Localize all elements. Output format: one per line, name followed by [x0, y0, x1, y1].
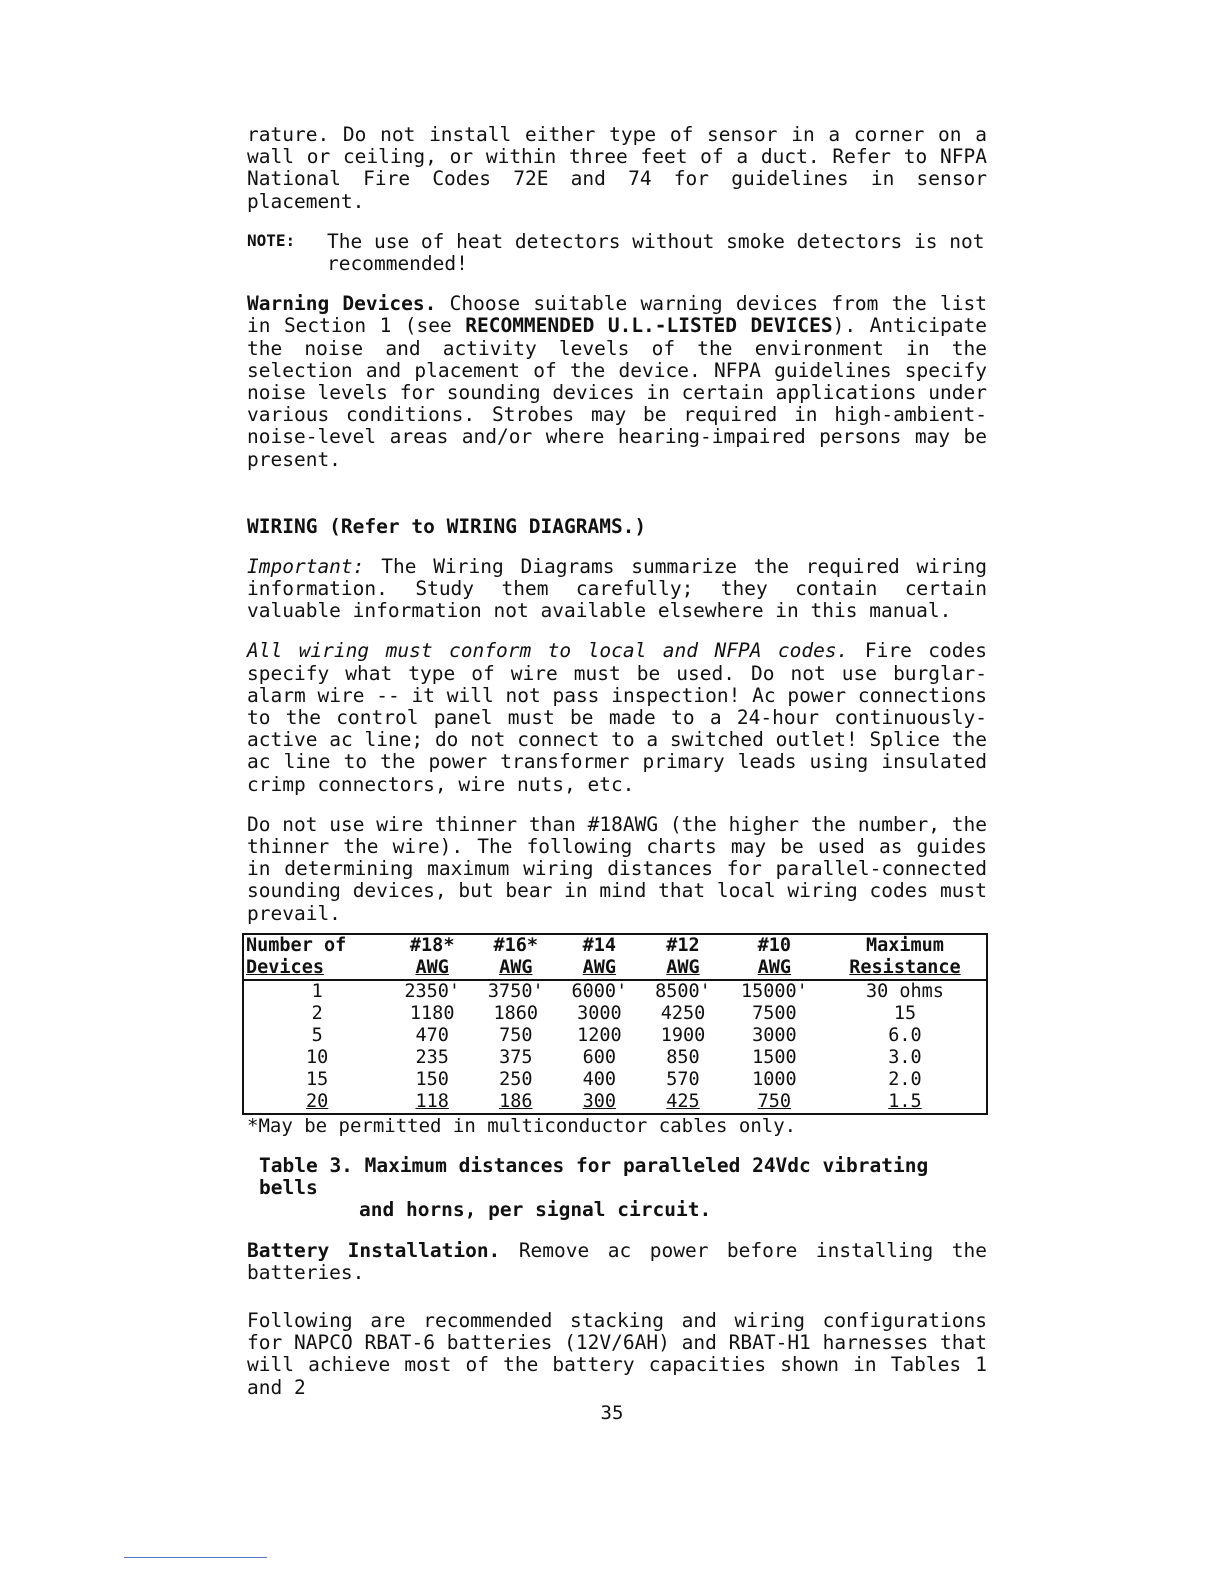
table-cell: 150	[415, 1068, 449, 1090]
table-cell: 15000'	[740, 980, 808, 1002]
table-cell: 470	[415, 1024, 449, 1046]
battery-heading: Battery Installation.	[247, 1238, 501, 1262]
header-devices: Devices	[243, 957, 390, 980]
important-label: Important:	[247, 554, 365, 578]
table-cell: 10	[306, 1046, 329, 1068]
table-row	[243, 1091, 987, 1114]
note-text: The use of heat detectors without smoke detectors is not recommended!	[327, 229, 985, 276]
table-cell: 400	[582, 1068, 617, 1090]
important-text: The Wiring Diagrams summarize the required wiring information. Study them carefully; they contain certain valuable information not available elsewhere in this manual.	[247, 554, 987, 623]
table-header-row-2	[243, 957, 987, 980]
table-cell: 850	[666, 1046, 700, 1068]
table-cell: 6.0	[888, 1024, 922, 1046]
header-maximum: Maximum	[865, 934, 944, 956]
table-cell: 186	[499, 1090, 533, 1112]
header-12: #12	[666, 934, 700, 956]
table-cell: 118	[415, 1090, 449, 1112]
battery-config-paragraph: Following are recommended stacking and wiring configurations for NAPCO RBAT-6 batteries (12V/6AH) and RBAT-H1 harnesses that will achieve most of the battery capacities shown in Tables 1 and 2	[247, 1308, 987, 1399]
sensor-placement-paragraph: rature. Do not install either type of sensor in a corner on a wall or ceiling, or within three feet of a duct. Refer to NFPA National Fire Codes 72E and 74 for guidelines in sensor placement.	[247, 123, 987, 213]
table-cell: 1000	[752, 1068, 797, 1090]
warning-devices-heading: Warning Devices.	[247, 292, 437, 316]
table-row	[243, 1047, 987, 1069]
header-16: #16*	[493, 934, 539, 956]
table-caption-line-1: Table 3. Maximum distances for paralleled 24Vdc vibrating bells	[259, 1153, 929, 1200]
warning-devices-paragraph	[247, 293, 987, 471]
note-label: NOTE:	[247, 230, 296, 250]
battery-text: Remove ac power before installing the batteries.	[247, 1238, 987, 1284]
header-number-of: Number of	[246, 934, 347, 956]
table-row	[243, 980, 987, 1003]
page-number: 35	[600, 1402, 624, 1424]
table-cell: 300	[582, 1090, 617, 1112]
codes-label: All wiring must conform to local and NFPA codes.	[247, 639, 849, 663]
table-cell: 20	[306, 1090, 329, 1112]
table-cell: 2	[311, 1002, 323, 1024]
table-cell: 375	[499, 1046, 533, 1068]
table-cell: 15	[306, 1068, 329, 1090]
table-cell: 3750'	[487, 980, 544, 1002]
table-cell: 15	[893, 1002, 917, 1024]
table-cell: 250	[499, 1068, 533, 1090]
header-14: #14	[582, 934, 617, 956]
table-cell: 5	[311, 1024, 323, 1046]
header-awg-18: AWG	[390, 957, 474, 980]
header-awg-14: AWG	[558, 957, 642, 980]
table-cell: 1860	[493, 1002, 539, 1024]
table-cell: 1900	[660, 1024, 706, 1046]
table-cell: 30 ohms	[865, 980, 944, 1002]
table-cell: 7500	[752, 1002, 797, 1024]
table-cell: 570	[666, 1068, 700, 1090]
table-cell: 235	[415, 1046, 449, 1068]
table-header-row-1	[243, 934, 987, 957]
table-cell: 2.0	[888, 1068, 922, 1090]
header-awg-16: AWG	[474, 957, 558, 980]
important-paragraph	[247, 556, 987, 623]
table-cell: 4250	[660, 1002, 706, 1024]
table-cell: 8500'	[655, 980, 711, 1002]
wire-gauge-paragraph: Do not use wire thinner than #18AWG (the higher the number, the thinner the wire). The following charts may be used as guides in determining maximum wiring distances for parallel-connected sounding devices, but bear in mind that local wiring codes must prevail.	[247, 812, 987, 925]
header-18: #18*	[409, 934, 455, 956]
table-cell: 1.5	[888, 1090, 922, 1112]
table-cell: 3000	[577, 1002, 622, 1024]
battery-paragraph	[247, 1240, 987, 1284]
table-cell: 2350'	[404, 980, 461, 1002]
table-cell: 3.0	[888, 1046, 922, 1068]
warning-devices-text-b: ). Anticipate the noise and activity levels of the environment in the selection and placement of the device. NFPA guidelines specify noise levels for sounding devices in certain applications under various conditions. Strobes may be required in high-ambient-noise-level areas and/or where hearing-impaired persons may be present.	[247, 314, 987, 471]
recommended-devices-ref: RECOMMENDED U.L.-LISTED DEVICES	[465, 314, 833, 338]
table-cell: 6000'	[571, 980, 628, 1002]
codes-text: Fire codes specify what type of wire must be used. Do not use burglar-alarm wire -- it will not pass inspection! Ac power connections to the control panel must be made to a 24-hour continuously-active ac line; do not connect to a switched outlet! Splice the ac line to the power transformer primary leads using insulated crimp connectors, wire nuts, etc.	[247, 639, 987, 796]
table-row	[243, 1003, 987, 1025]
wiring-distance-table	[242, 933, 988, 1115]
note-block	[247, 231, 987, 275]
table-cell: 750	[757, 1090, 792, 1112]
table-caption	[259, 1155, 987, 1222]
table-footnote: *May be permitted in multiconductor cables only.	[247, 1114, 797, 1137]
table-cell: 1180	[409, 1002, 455, 1024]
bottom-rule	[124, 1557, 267, 1558]
header-awg-12: AWG	[641, 957, 725, 980]
page-body	[247, 124, 987, 1399]
codes-paragraph	[247, 640, 987, 795]
warning-devices-text-a: Choose suitable warning devices from the list in Section 1 (see	[247, 292, 987, 338]
table-row	[243, 1069, 987, 1091]
table-cell: 425	[666, 1090, 700, 1112]
header-10: #10	[757, 934, 792, 956]
table-cell: 600	[582, 1046, 617, 1068]
header-awg-10: AWG	[725, 957, 824, 980]
table-cell: 1200	[577, 1024, 622, 1046]
table-cell: 1500	[752, 1046, 797, 1068]
table-row	[243, 1025, 987, 1047]
table-caption-line-2: and horns, per signal circuit.	[359, 1198, 712, 1222]
table-cell: 3000	[752, 1024, 797, 1046]
table-cell: 750	[499, 1024, 533, 1046]
header-resistance: Resistance	[824, 957, 987, 980]
table-cell: 1	[311, 980, 323, 1002]
wiring-heading: WIRING (Refer to WIRING DIAGRAMS.)	[247, 514, 647, 538]
